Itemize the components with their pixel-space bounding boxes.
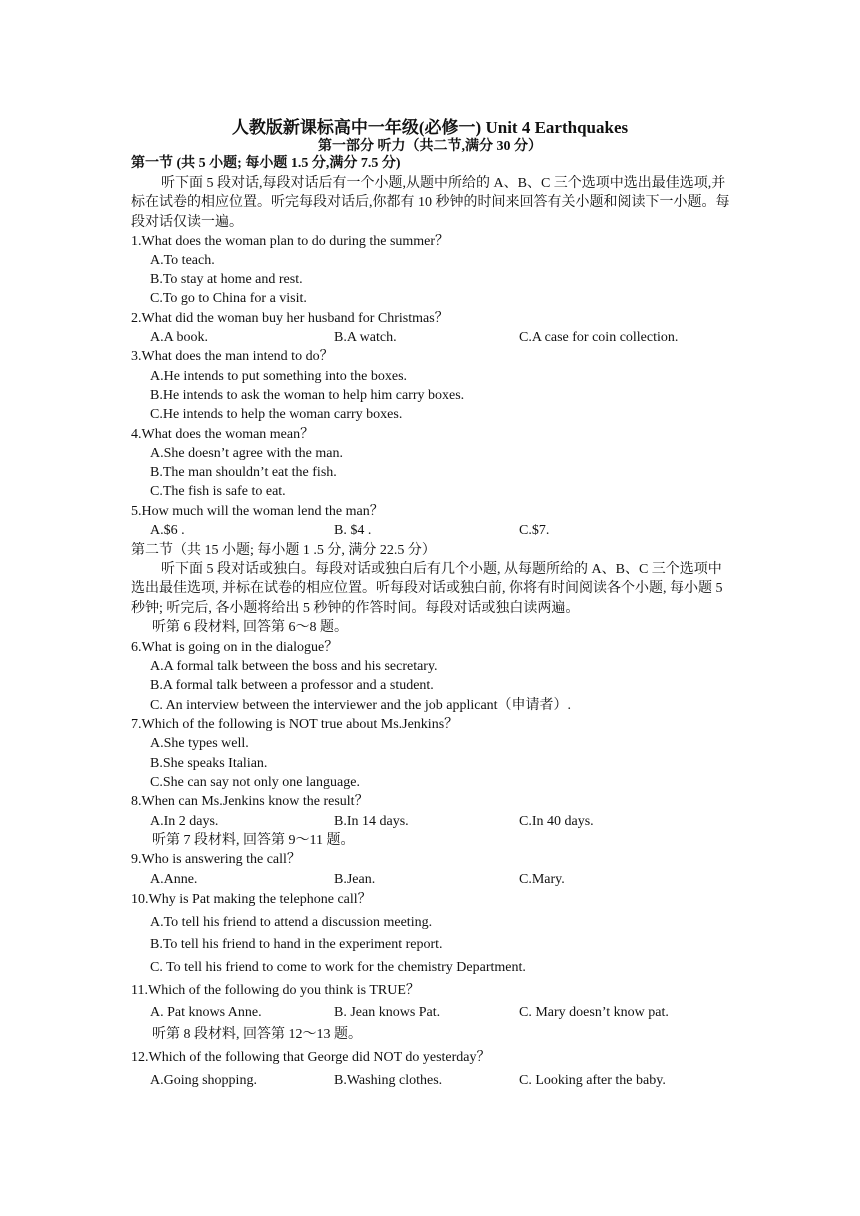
q12-option-a: A.Going shopping. [150, 1073, 257, 1088]
section1-heading: 第一节 (共 5 小题; 每小题 1.5 分,满分 7.5 分) [131, 156, 401, 171]
q5-option-a: A.$6 . [150, 523, 185, 538]
question-7: 7.Which of the following is NOT true about Ms.Jenkins？ [131, 717, 459, 732]
q6-option-c: C. An interview between the interviewer and the job applicant（申请者）. [150, 698, 572, 713]
question-1: 1.What does the woman plan to do during the summer？ [131, 234, 450, 249]
q8-option-a: A.In 2 days. [150, 814, 219, 829]
question-5: 5.How much will the woman lend the man？ [131, 504, 384, 519]
material-note-6: 听第 6 段材料, 回答第 6～8 题。 [152, 620, 348, 635]
q8-option-b: B.In 14 days. [334, 814, 409, 829]
q11-option-b: B. Jean knows Pat. [334, 1005, 441, 1020]
q10-option-b: B.To tell his friend to hand in the experiment report. [150, 937, 443, 952]
q3-option-b: B.He intends to ask the woman to help him carry boxes. [150, 388, 465, 403]
q12-option-b: B.Washing clothes. [334, 1073, 443, 1088]
q2-option-c: C.A case for coin collection. [519, 330, 679, 345]
question-10: 10.Why is Pat making the telephone call？ [131, 892, 372, 907]
q9-option-c: C.Mary. [519, 872, 565, 887]
q1-option-a: A.To teach. [150, 253, 215, 268]
section2-heading: 第二节（共 15 小题; 每小题 1 .5 分, 满分 22.5 分） [131, 543, 436, 558]
q3-option-a: A.He intends to put something into the boxes. [150, 369, 408, 384]
page-title: 人教版新课标高中一年级(必修一) Unit 4 Earthquakes [231, 118, 629, 137]
q5-option-b: B. $4 . [334, 523, 372, 538]
q4-option-b: B.The man shouldn’t eat the fish. [150, 465, 337, 480]
q9-option-b: B.Jean. [334, 872, 376, 887]
q11-option-a: A. Pat knows Anne. [150, 1005, 262, 1020]
q9-option-a: A.Anne. [150, 872, 198, 887]
section1-instructions: 听下面 5 段对话,每段对话后有一个小题,从题中所给的 A、B、C 三个选项中选出最佳选项,并标在试卷的相应位置。听完每段对话后,你都有 10 秒钟的时间来回答有关小题和阅读下一小题。每段对话仅读一遍。 [131, 176, 730, 230]
q12-option-c: C. Looking after the baby. [519, 1073, 666, 1088]
material-note-8: 听第 8 段材料, 回答第 12～13 题。 [152, 1027, 362, 1042]
q1-option-c: C.To go to China for a visit. [150, 291, 307, 306]
question-11: 11.Which of the following do you think is TRUE？ [131, 983, 420, 998]
q4-option-a: A.She doesn’t agree with the man. [150, 446, 343, 461]
q6-option-b: B.A formal talk between a professor and a student. [150, 678, 434, 693]
question-4: 4.What does the woman mean？ [131, 427, 315, 442]
q8-option-c: C.In 40 days. [519, 814, 594, 829]
q1-option-b: B.To stay at home and rest. [150, 272, 303, 287]
q4-option-c: C.The fish is safe to eat. [150, 484, 286, 499]
question-8: 8.When can Ms.Jenkins know the result？ [131, 794, 369, 809]
q5-option-c: C.$7. [519, 523, 550, 538]
material-note-7: 听第 7 段材料, 回答第 9～11 题。 [152, 833, 355, 848]
q7-option-a: A.She types well. [150, 736, 249, 751]
q2-option-b: B.A watch. [334, 330, 397, 345]
q3-option-c: C.He intends to help the woman carry boxes. [150, 407, 403, 422]
q10-option-c: C. To tell his friend to come to work for the chemistry Department. [150, 960, 526, 975]
q6-option-a: A.A formal talk between the boss and his secretary. [150, 659, 438, 674]
q7-option-b: B.She speaks Italian. [150, 756, 268, 771]
question-9: 9.Who is answering the call？ [131, 852, 301, 867]
q11-option-c: C. Mary doesn’t know pat. [519, 1005, 669, 1020]
question-3: 3.What does the man intend to do？ [131, 349, 334, 364]
part-heading: 第一部分 听力（共二节,满分 30 分） [318, 139, 542, 154]
question-6: 6.What is going on in the dialogue？ [131, 640, 339, 655]
q2-option-a: A.A book. [150, 330, 208, 345]
q10-option-a: A.To tell his friend to attend a discussion meeting. [150, 915, 433, 930]
question-12: 12.Which of the following that George did NOT do yesterday？ [131, 1050, 491, 1065]
q7-option-c: C.She can say not only one language. [150, 775, 360, 790]
section2-instructions: 听下面 5 段对话或独白。每段对话或独白后有几个小题, 从每题所给的 A、B、C 三个选项中选出最佳选项, 并标在试卷的相应位置。听每段对话或独白前, 你将有时间阅读各个小题, 每小题 5 秒钟; 听完后, 各小题将给出 5 秒钟的作答时间。每段对话或独白读两遍。 [131, 562, 723, 616]
question-2: 2.What did the woman buy her husband for Christmas？ [131, 311, 449, 326]
